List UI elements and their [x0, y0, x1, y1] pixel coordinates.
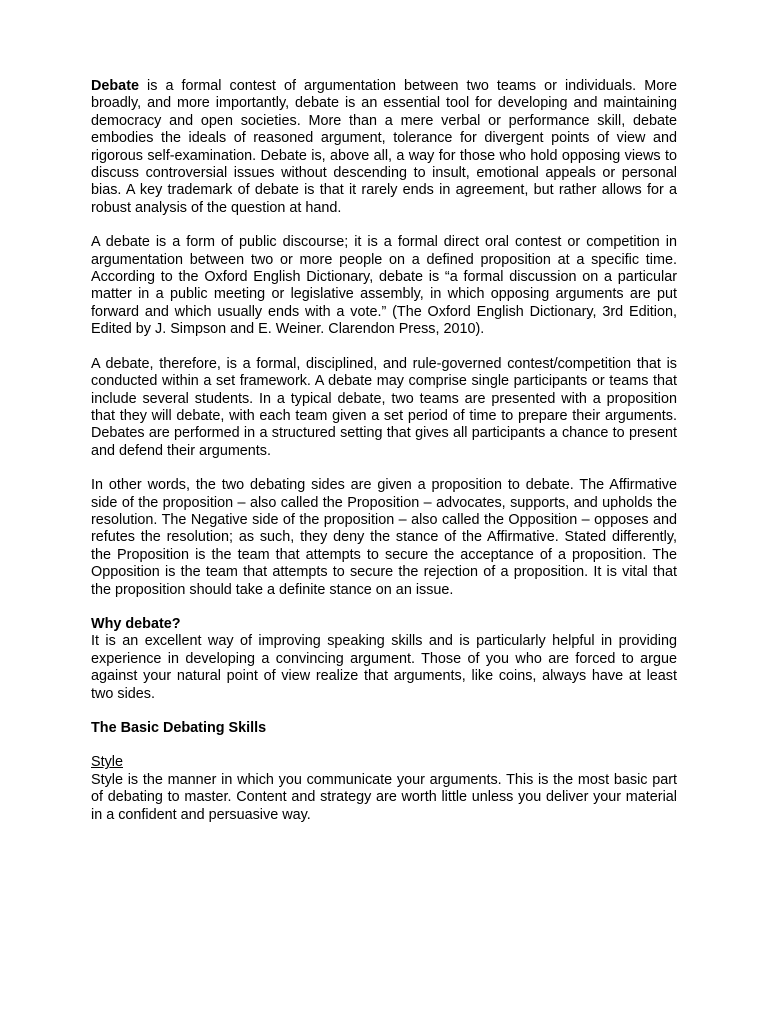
paragraph-debate-definition	[91, 78, 677, 217]
heading-why-debate: Why debate?	[91, 615, 181, 632]
section-basic-skills	[91, 720, 677, 737]
section-style	[91, 754, 677, 824]
paragraph-style: Style is the manner in which you communicate your arguments. This is the most basic part of debating to master. Content and strategy are worth little unless you deliver your material in a confident and persuasive way.	[91, 771, 677, 823]
paragraph-public-discourse: A debate is a form of public discourse; it is a formal direct oral contest or competition in argumentation between two or more people on a defined proposition at a specific time. According to the Oxford English Dictionary, debate is “a formal discussion on a particular matter in a public meeting or legislative assembly, in which opposing arguments are put forward and which usually ends with a vote.” (The Oxford English Dictionary, 3rd Edition, Edited by J. Simpson and E. Weiner. Clarendon Press, 2010).	[91, 234, 677, 338]
term-debate: Debate	[91, 78, 139, 94]
paragraph-debate-definition-text: is a formal contest of argumentation between two teams or individuals. More broadly, and more importantly, debate is an essential tool for developing and maintaining democracy and open societies. More than a mere verbal or performance skill, debate embodies the ideals of reasoned argument, tolerance for divergent points of view and rigorous self-examination. Debate is, above all, a way for those who hold opposing views to discuss controversial issues without descending to insult, emotional appeals or personal bias. A key trademark of debate is that it rarely ends in agreement, but rather allows for a robust analysis of the question at hand.	[91, 78, 677, 216]
document-page	[91, 78, 677, 841]
paragraph-formal-contest: A debate, therefore, is a formal, disciplined, and rule-governed contest/competition that is conducted within a set framework. A debate may comprise single participants or teams that include several students. In a typical debate, two teams are presented with a proposition that they will debate, with each team given a set period of time to prepare their arguments. Debates are performed in a structured setting that gives all participants a chance to present and defend their arguments.	[91, 355, 677, 459]
paragraph-two-sides: In other words, the two debating sides are given a proposition to debate. The Affirmative side of the proposition – also called the Proposition – advocates, supports, and upholds the resolution. The Negative side of the proposition – also called the Opposition – opposes and refutes the resolution; as such, they deny the stance of the Affirmative. Stated differently, the Proposition is the team that attempts to secure the acceptance of a proposition. The Opposition is the team that attempts to secure the rejection of a proposition. It is vital that the proposition should take a definite stance on an issue.	[91, 477, 677, 598]
section-why-debate	[91, 616, 677, 703]
heading-basic-debating-skills: The Basic Debating Skills	[91, 720, 267, 736]
paragraph-why-debate: It is an excellent way of improving speaking skills and is particularly helpful in providing experience in developing a convincing argument. Those of you who are forced to argue against your natural point of view realize that arguments, like coins, always have at least two sides.	[91, 633, 677, 702]
heading-style: Style	[91, 754, 123, 771]
